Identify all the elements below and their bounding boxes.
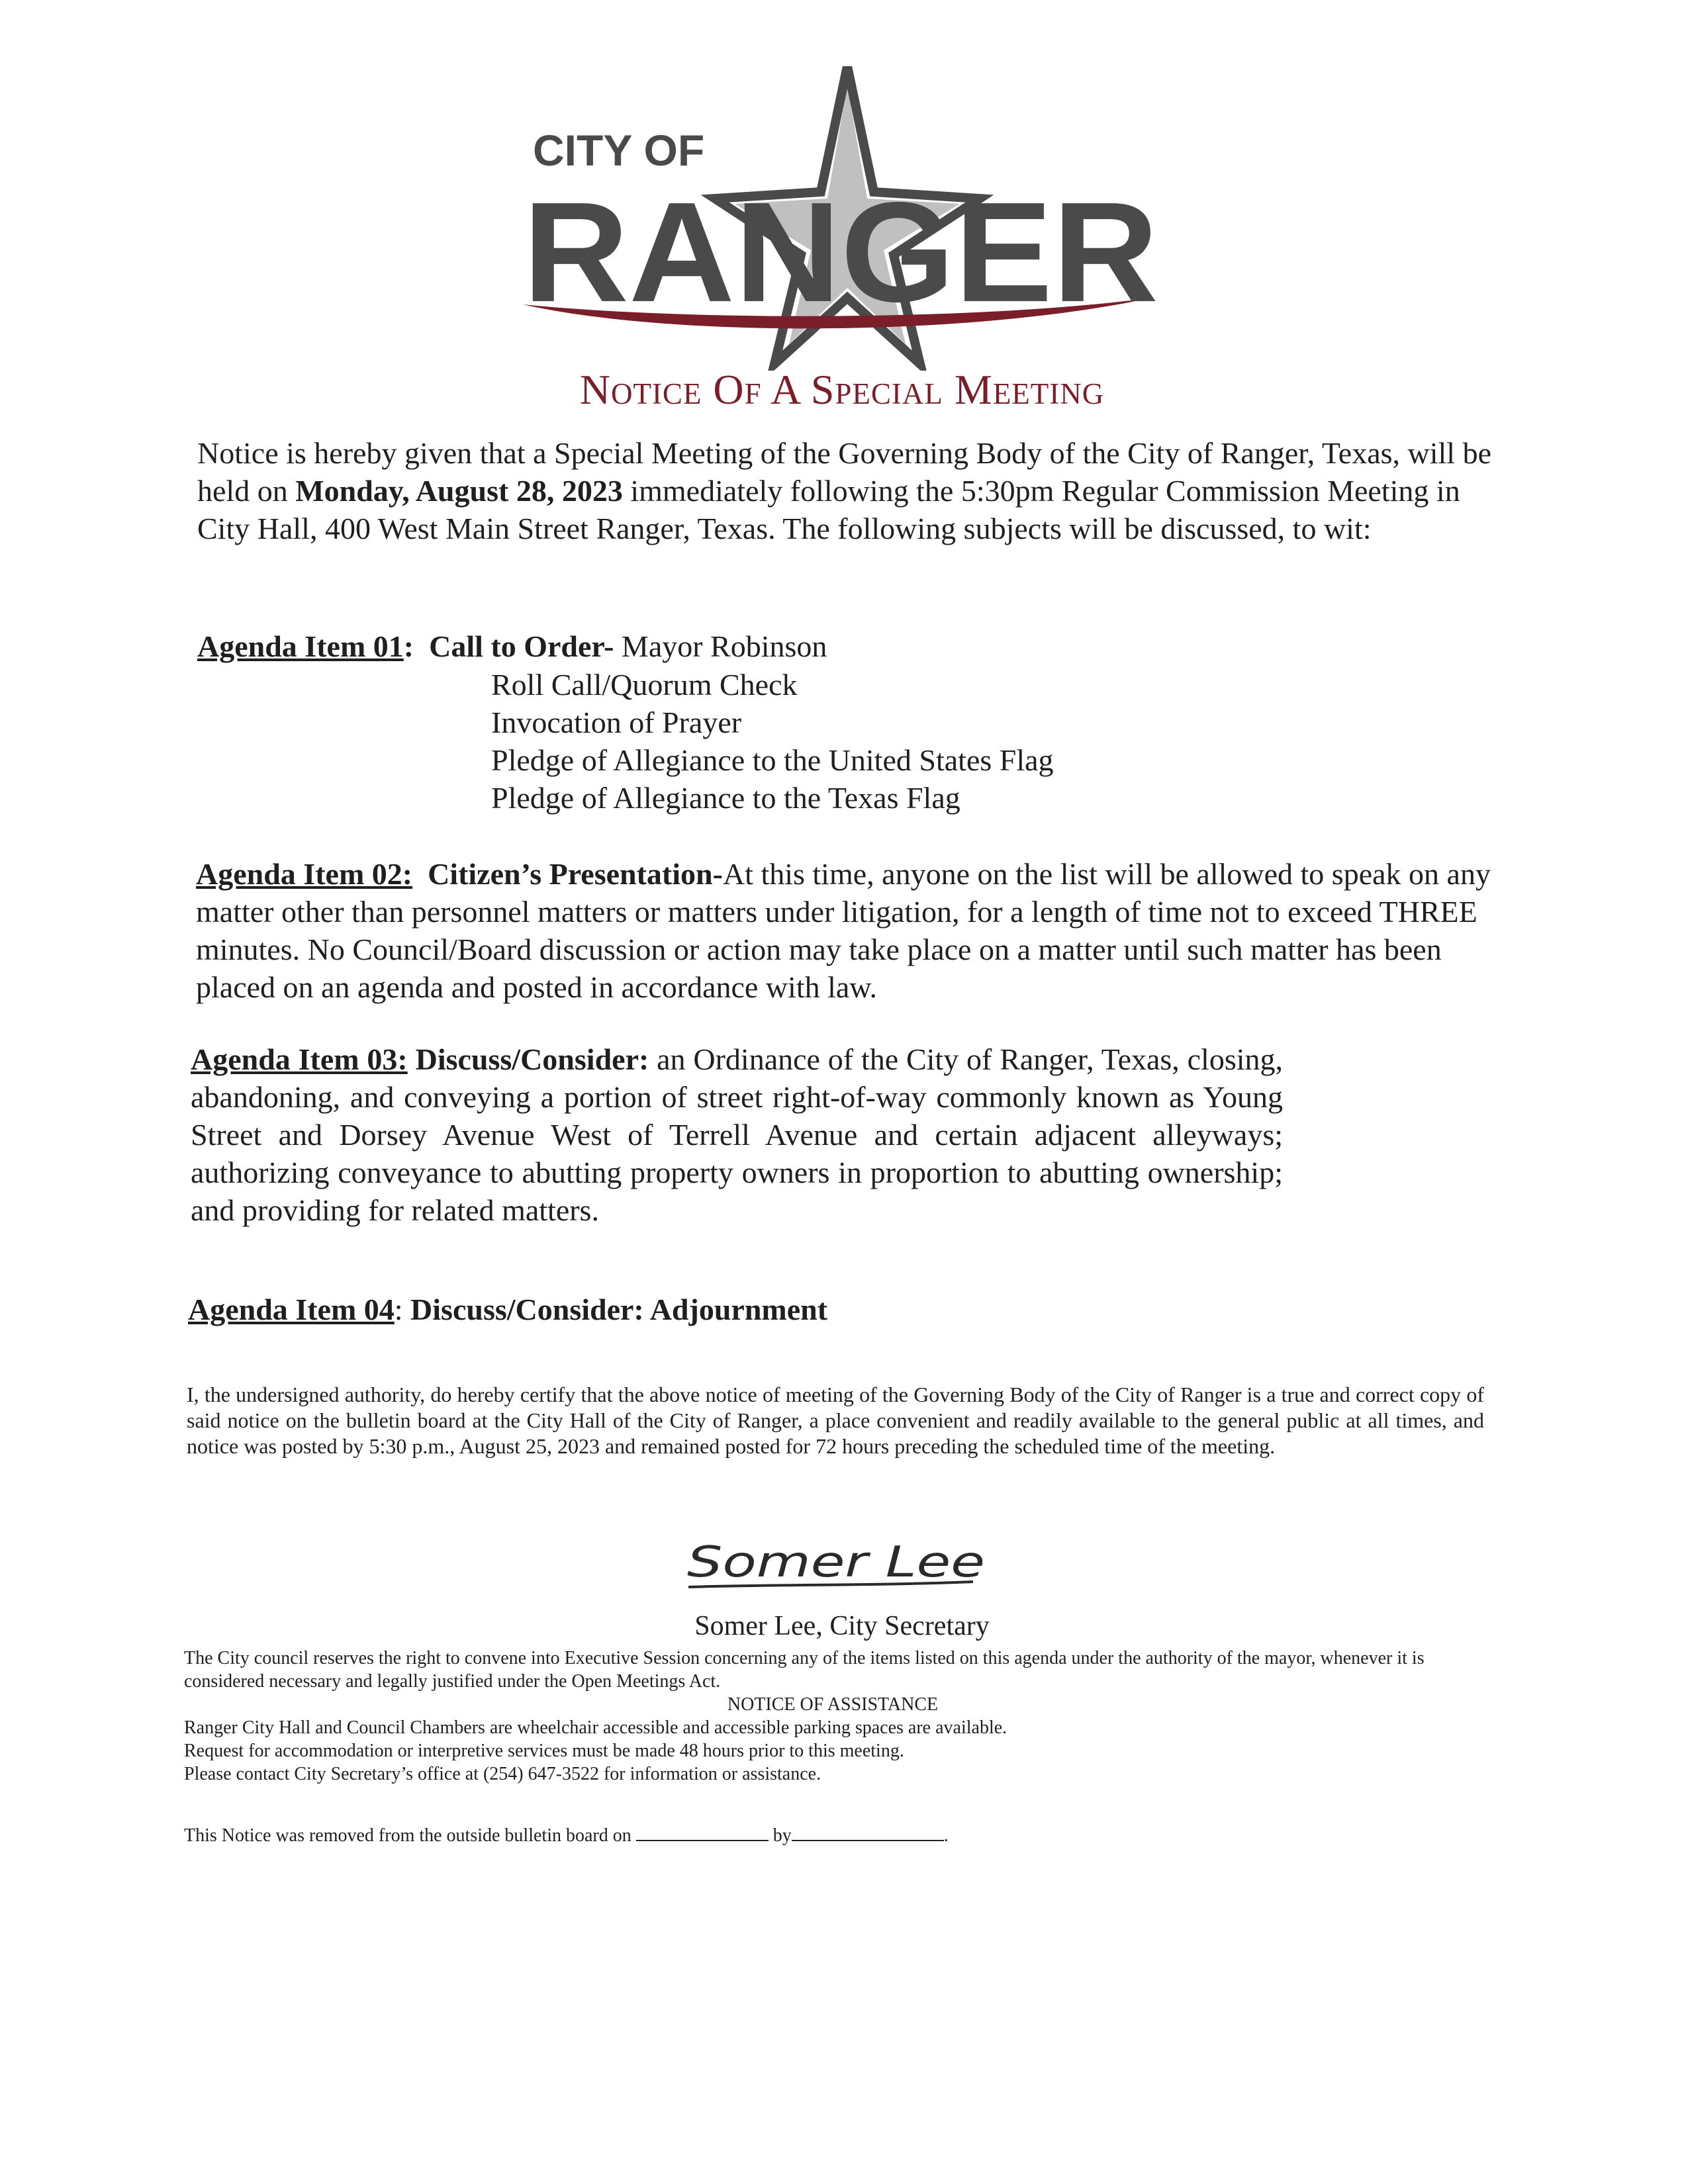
agenda-item-03-text: an Ordinance of the City of Ranger, Texas, closing, abandoning, and conveying a portion of street right-of-way commonly known as Young Street and Dorsey Avenue West of Terrell Avenue and certain adjacent alleyways; authorizing conveyance to abutting property owners in proportion to abutting ownership; and providing for related matters. [191, 1042, 1284, 1227]
removal-date-blank [636, 1823, 769, 1841]
intro-text-before: Notice is hereby given that a Special Meeting of the Governing Body of the City of Ranger, Texas, will be held on [197, 436, 1491, 508]
footer-notices [184, 1647, 1481, 1786]
agenda-item-01-subitems [491, 666, 1054, 817]
logo-text-ranger: RANGER [523, 172, 1158, 332]
notice-title: Notice Of A Special Meeting [579, 366, 1105, 413]
logo-text-city-of: CITY OF [533, 126, 705, 175]
signature-icon [682, 1535, 993, 1595]
removal-end: . [943, 1825, 949, 1846]
removal-text: This Notice was removed from the outside bulletin board on [184, 1825, 632, 1846]
list-item: Invocation of Prayer [491, 705, 742, 739]
agenda-item-04-title: Discuss/Consider: Adjournment [410, 1293, 828, 1326]
agenda-item-01 [197, 627, 1455, 665]
handwritten-signature [682, 1535, 993, 1595]
executive-session-notice: The City council reserves the right to convene into Executive Session concerning any of the items listed on this agenda under the authority of the mayor, whenever it is considered necessary and legally justified under the Open Meetings Act. [184, 1648, 1425, 1692]
removal-notice [184, 1823, 949, 1847]
assistance-line: Please contact City Secretary’s office at (254) 647-3522 for information or assistance. [184, 1764, 821, 1784]
list-item: Pledge of Allegiance to the Texas Flag [491, 781, 960, 815]
city-of-ranger-logo [503, 66, 1192, 371]
list-item: Roll Call/Quorum Check [491, 668, 798, 702]
agenda-item-04-heading: Agenda Item 04 [188, 1293, 395, 1326]
agenda-item-02-text: At this time, anyone on the list will be allowed to speak on any matter other than personnel matters or matters under litigation, for a length of time not to exceed THREE minutes. No Council/Board discussion or action may take place on a matter until such matter has been placed on an agenda and posted in accordance with law. [196, 857, 1491, 1004]
agenda-item-02-heading: Agenda Item 02: [196, 857, 413, 891]
agenda-item-01-colon: : [403, 629, 414, 663]
agenda-item-03-heading: Agenda Item 03: [191, 1042, 408, 1076]
agenda-item-02-title: Citizen’s Presentation- [428, 857, 723, 891]
star-logo-icon [503, 66, 1192, 371]
list-item: Pledge of Allegiance to the United States Flag [491, 743, 1054, 777]
agenda-item-04-colon: : [394, 1293, 403, 1326]
assistance-line: Ranger City Hall and Council Chambers are wheelchair accessible and accessible parking spaces are available. [184, 1717, 1007, 1738]
intro-paragraph [197, 434, 1495, 547]
agenda-item-01-heading: Agenda Item 01 [197, 629, 404, 663]
signer-printed-name: Somer Lee, City Secretary [694, 1611, 990, 1641]
removal-by-blank [792, 1823, 944, 1841]
agenda-item-02 [196, 855, 1500, 1006]
agenda-item-03-title: Discuss/Consider: [415, 1042, 649, 1076]
agenda-item-03 [191, 1040, 1283, 1229]
assistance-line: Request for accommodation or interpretive services must be made 48 hours prior to this meeting. [184, 1741, 904, 1761]
intro-text-after: immediately following the 5:30pm Regular Commission Meeting in City Hall, 400 West Main Street Ranger, Texas. The following subjects will be discussed, to wit: [197, 474, 1460, 545]
removal-by-label: by [772, 1825, 792, 1846]
agenda-item-01-title: Call to Order- [429, 629, 614, 663]
meeting-date: Monday, August 28, 2023 [295, 474, 623, 508]
signature-text: Somer Lee [687, 1538, 985, 1587]
certification-paragraph: I, the undersigned authority, do hereby certify that the above notice of meeting of the Governing Body of the City of Ranger is a true and correct copy of said notice on the bulletin board at the City Hall of the City of Ranger, a place convenient and readily available to the general public at all times, and notice was posted by 5:30 p.m., August 25, 2023 and remained posted for 72 hours preceding the scheduled time of the meeting. [187, 1383, 1484, 1458]
agenda-item-04 [188, 1291, 827, 1328]
assistance-heading: NOTICE OF ASSISTANCE [727, 1694, 939, 1715]
agenda-item-01-text: Mayor Robinson [614, 629, 827, 663]
